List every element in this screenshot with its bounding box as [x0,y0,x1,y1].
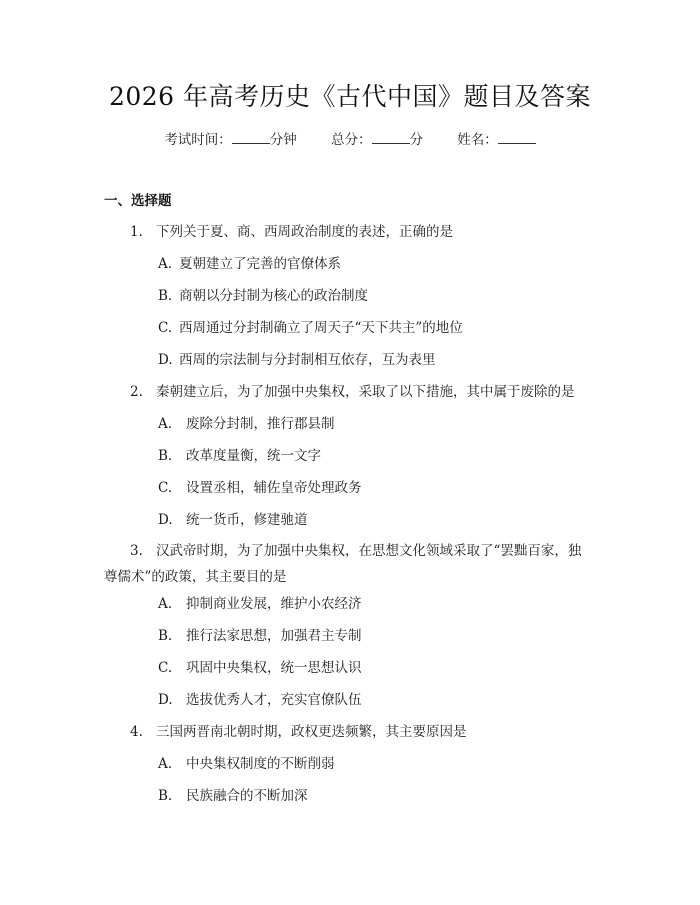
question-number: 2. [130,384,143,400]
question-2 [130,382,600,402]
question-text-continued: 尊儒术”的政策，其主要目的是 [104,569,287,585]
question-4-option-b [158,786,308,806]
question-3 [104,541,600,587]
option-text: 统一货币，修建驰道 [186,512,308,528]
option-text: 改革度量衡，统一文字 [186,448,321,464]
option-text: 设置丞相，辅佐皇帝处理政务 [186,480,362,496]
question-3-option-c [158,658,362,678]
exam-time-field [164,130,297,150]
name-blank [498,131,536,144]
exam-time-label: 考试时间： [164,132,232,148]
question-text: 三国两晋南北朝时期，政权更迭频繁，其主要原因是 [156,724,467,740]
option-text: 抑制商业发展，维护小农经济 [186,596,362,612]
option-text: 巩固中央集权，统一思想认识 [186,660,362,676]
question-3-option-d [158,690,362,710]
option-text: 西周通过分封制确立了周天子“天下共主”的地位 [179,320,463,336]
question-2-option-a [158,414,335,434]
question-2-option-b [158,446,321,466]
question-1-option-b [158,286,368,306]
option-text: 西周的宗法制与分封制相互依存，互为表里 [179,352,436,368]
page-title: 2026 年高考历史《古代中国》题目及答案 [108,82,592,111]
question-4 [130,722,600,742]
exam-time-blank [232,131,270,144]
exam-info-line [0,130,700,150]
option-letter: A. [158,256,173,272]
option-letter: C. [158,480,173,496]
option-letter: B. [158,788,173,804]
total-score-field [331,130,423,150]
question-text: 下列关于夏、商、西周政治制度的表述，正确的是 [156,224,453,240]
question-4-option-a [158,754,335,774]
option-letter: D. [158,352,173,368]
name-label: 姓名： [457,132,498,148]
option-letter: B. [158,628,173,644]
option-letter: A. [158,756,173,772]
question-2-option-d [158,510,308,530]
option-text: 商朝以分封制为核心的政治制度 [179,288,368,304]
option-letter: C. [158,660,173,676]
section-heading: 一、选择题 [104,193,172,209]
option-text: 选拔优秀人才，充实官僚队伍 [186,692,362,708]
total-score-label: 总分： [331,132,372,148]
option-letter: C. [158,320,173,336]
question-3-option-a [158,594,362,614]
option-text: 推行法家思想，加强君主专制 [186,628,362,644]
question-1-option-c [158,318,463,338]
question-text: 秦朝建立后，为了加强中央集权，采取了以下措施，其中属于废除的是 [156,384,575,400]
option-letter: A. [158,596,173,612]
question-1-option-d [158,350,436,370]
question-2-option-c [158,478,362,498]
total-score-blank [372,131,410,144]
exam-time-unit: 分钟 [269,132,297,148]
name-field [457,130,536,150]
question-number: 4. [130,724,143,740]
option-letter: B. [158,288,173,304]
total-score-unit: 分 [409,132,423,148]
option-text: 夏朝建立了完善的官僚体系 [179,256,341,272]
question-text: 汉武帝时期，为了加强中央集权，在思想文化领域采取了“罢黜百家，独 [156,543,582,559]
question-1-option-a [158,254,341,274]
option-letter: A. [158,416,173,432]
option-letter: B. [158,448,173,464]
question-3-option-b [158,626,362,646]
option-text: 中央集权制度的不断削弱 [186,756,335,772]
option-letter: D. [158,512,173,528]
option-text: 民族融合的不断加深 [186,788,308,804]
option-letter: D. [158,692,173,708]
question-number: 3. [130,543,143,559]
question-1 [130,222,600,242]
question-number: 1. [130,224,143,240]
option-text: 废除分封制，推行郡县制 [186,416,335,432]
